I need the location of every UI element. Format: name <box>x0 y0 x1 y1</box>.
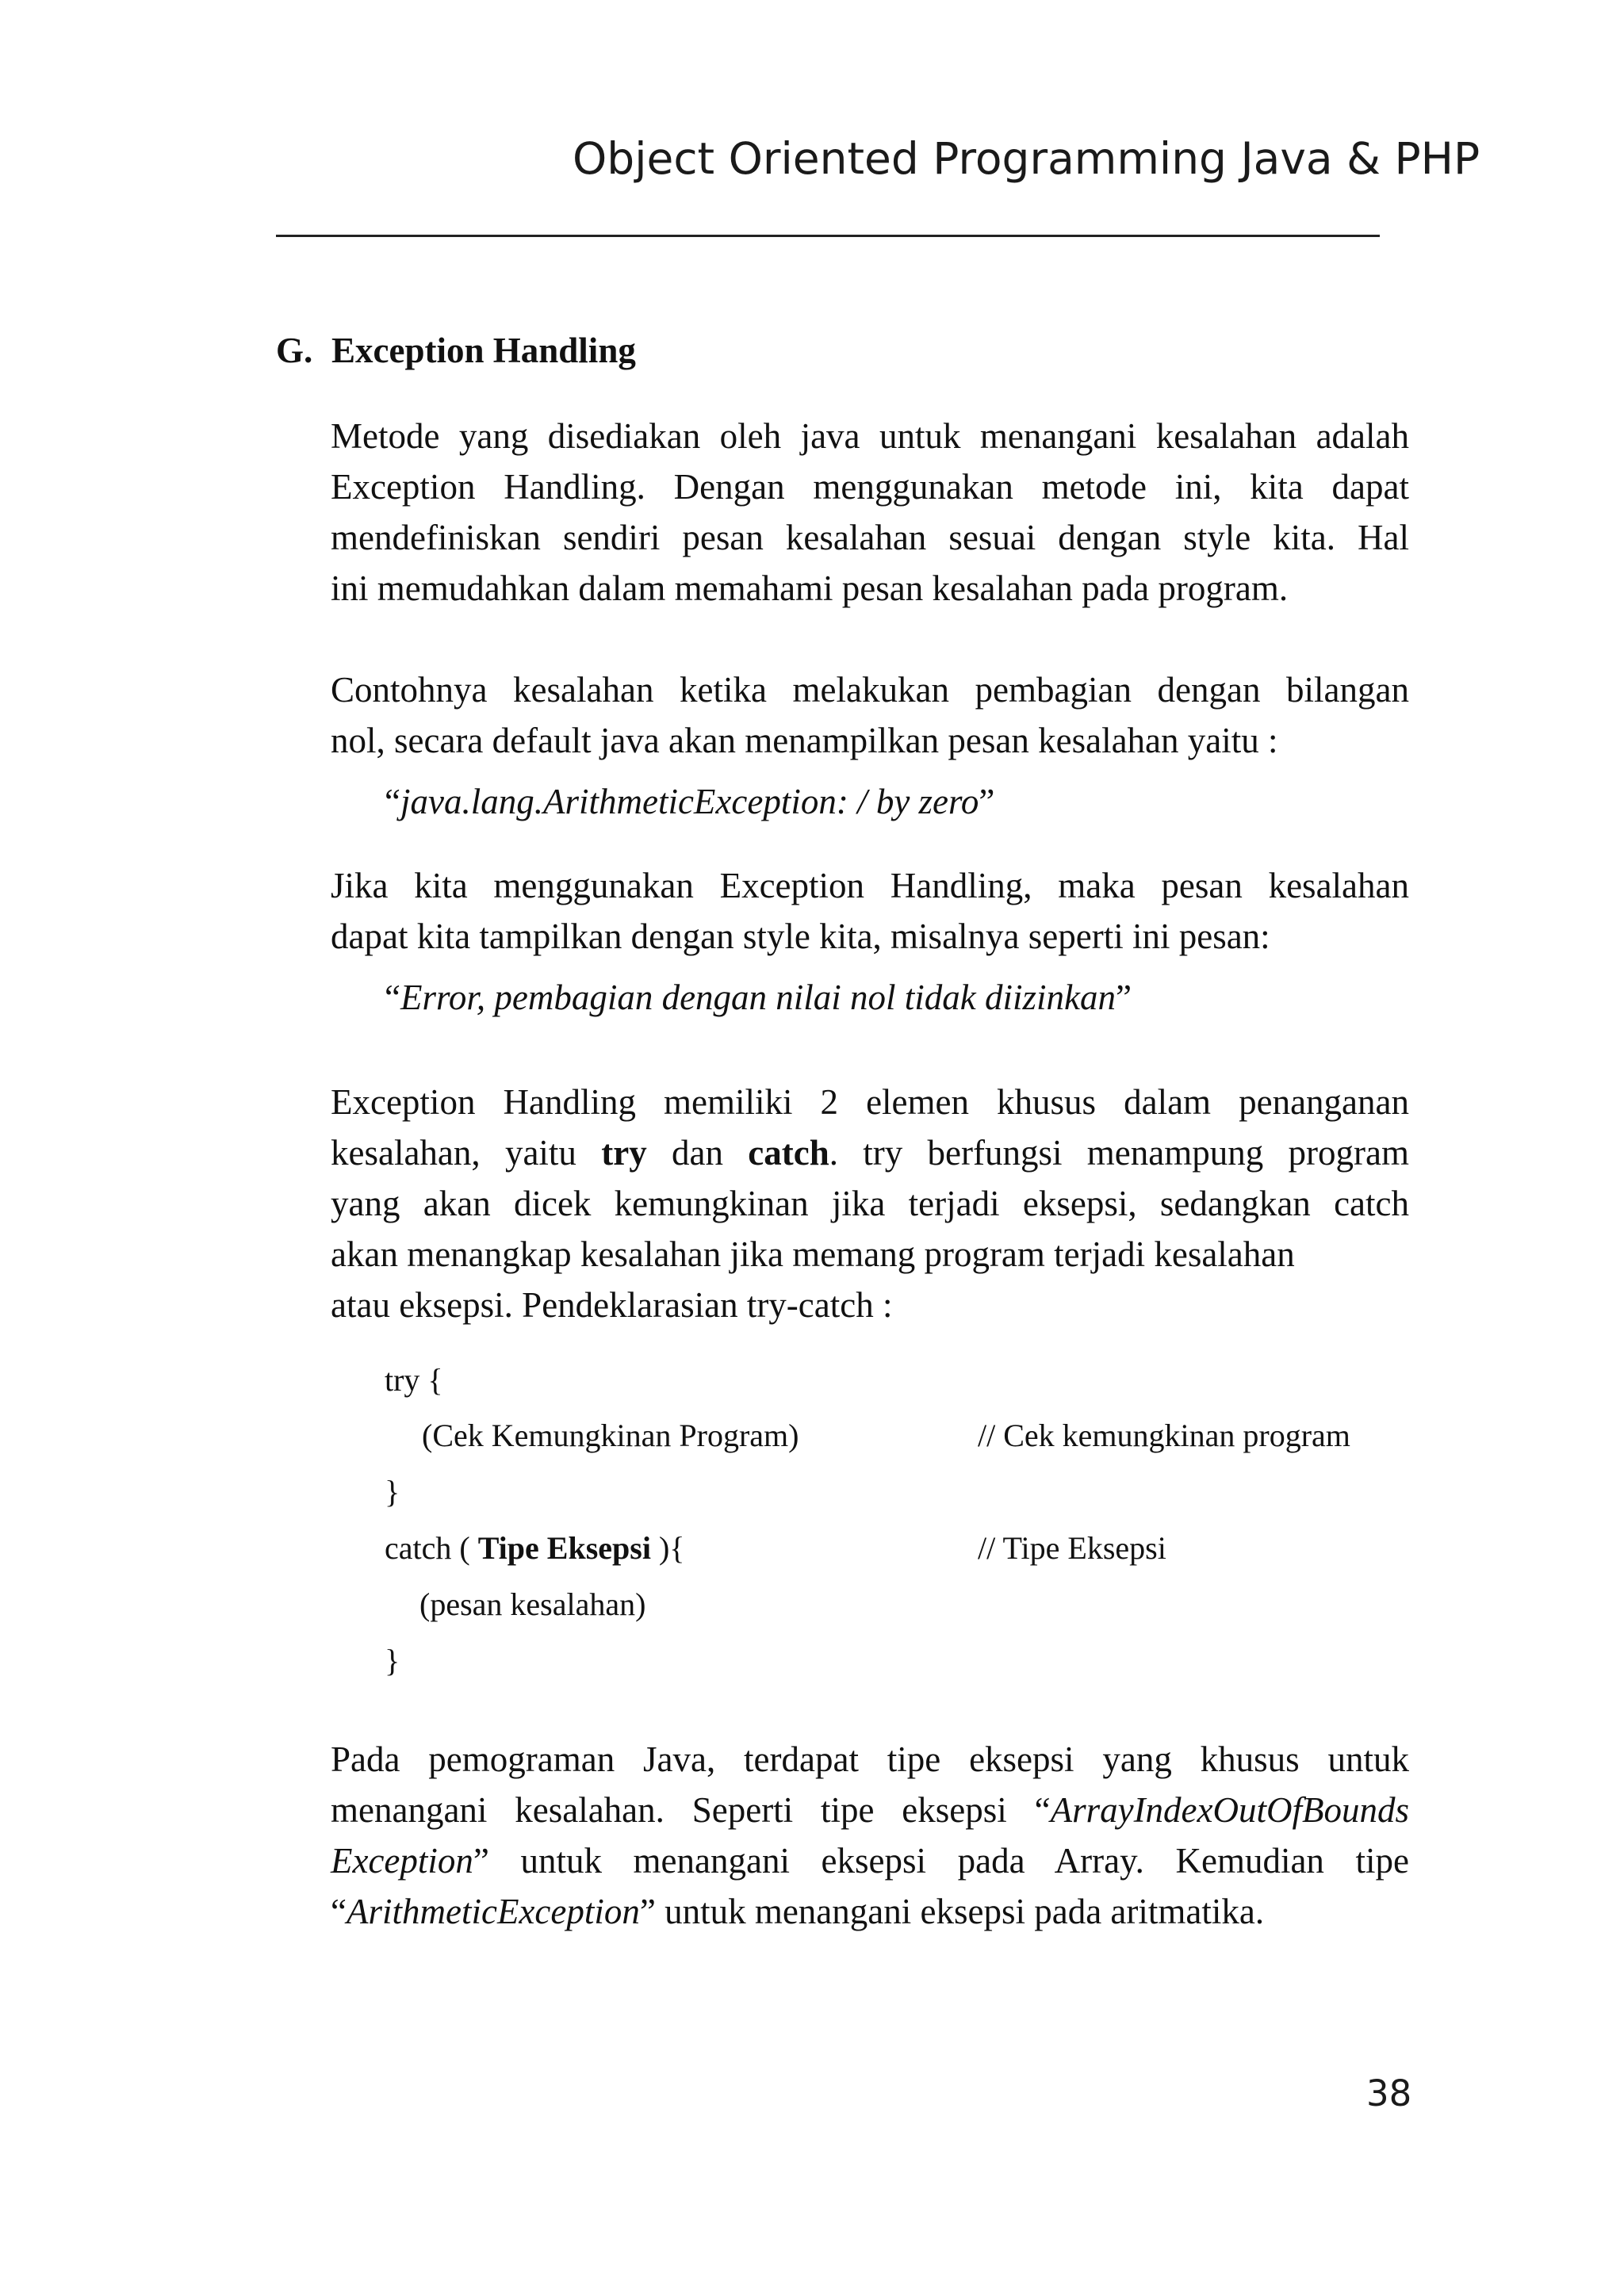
paragraph-custom <box>331 860 1409 962</box>
header-rule <box>276 235 1380 237</box>
code-catch-type: Tipe Eksepsi <box>477 1530 651 1566</box>
code-error-msg: (pesan kesalahan) <box>419 1586 646 1622</box>
paragraph-line <box>331 1886 1409 1937</box>
paragraph-line: nol, secara default java akan menampilkan pesan kesalahan yaitu : <box>331 721 1278 760</box>
paragraph-example <box>331 664 1409 766</box>
keyword-try: try <box>601 1133 647 1173</box>
quote-close: ” <box>979 782 995 821</box>
text-run: . try berfungsi menampung program <box>829 1133 1409 1173</box>
paragraph-line: atau eksepsi. Pendeklarasian try-catch : <box>331 1285 893 1325</box>
paragraph-line <box>331 1127 1409 1178</box>
paragraph-line: mendefiniskan sendiri pesan kesalahan sesuai dengan style kita. Hal <box>331 518 1409 557</box>
text-run: dan <box>646 1133 749 1173</box>
paragraph-line: ini memudahkan dalam memahami pesan kesalahan pada program. <box>331 568 1289 608</box>
paragraph-try-catch <box>331 1077 1409 1330</box>
section-title: Exception Handling <box>331 331 636 370</box>
paragraph-line: Jika kita menggunakan Exception Handling, maka pesan kesalahan <box>331 866 1409 905</box>
page-number: 38 <box>1366 2072 1412 2114</box>
section-letter: G. <box>276 331 313 370</box>
paragraph-exception-types <box>331 1734 1409 1937</box>
paragraph-line: Exception Handling. Dengan menggunakan metode ini, kita dapat <box>331 467 1409 507</box>
text-italic: Exception <box>331 1841 473 1881</box>
quote-open: “ <box>385 978 400 1017</box>
code-catch-prefix: catch ( <box>385 1530 478 1566</box>
keyword-catch: catch <box>748 1133 829 1173</box>
code-try-open: try { <box>385 1362 443 1398</box>
text-run: ” untuk menangani eksepsi pada Array. Kemudian tipe <box>473 1841 1409 1881</box>
quote-open: “ <box>385 782 400 821</box>
code-catch-suffix: ){ <box>650 1530 685 1566</box>
quote-custom-error <box>385 977 1132 1018</box>
running-header: Object Oriented Programming Java & PHP <box>573 133 1480 184</box>
paragraph-line: dapat kita tampilkan dengan style kita, misalnya seperti ini pesan: <box>331 916 1270 956</box>
paragraph-line: Contohnya kesalahan ketika melakukan pembagian dengan bilangan <box>331 670 1409 710</box>
code-check-program: (Cek Kemungkinan Program) <box>422 1418 799 1453</box>
code-comment-type: // Tipe Eksepsi <box>978 1530 1166 1566</box>
quote-text: java.lang.ArithmeticException: / by zero <box>400 782 979 821</box>
paragraph-line <box>331 1785 1409 1835</box>
paragraph-line: yang akan dicek kemungkinan jika terjadi eksepsi, sedangkan catch <box>331 1184 1409 1223</box>
code-comment-check: // Cek kemungkinan program <box>978 1418 1350 1453</box>
quote-default-error <box>385 781 994 822</box>
paragraph-line: Exception Handling memiliki 2 elemen khusus dalam penanganan <box>331 1082 1409 1122</box>
paragraph-line <box>331 1835 1409 1886</box>
paragraph-line: akan menangkap kesalahan jika memang program terjadi kesalahan <box>331 1234 1295 1274</box>
text-run: menangani kesalahan. Seperti tipe eksepsi “ <box>331 1790 1051 1830</box>
text-italic: ArrayIndexOutOfBounds <box>1050 1790 1409 1830</box>
quote-close: ” <box>1116 978 1132 1017</box>
paragraph-line: Metode yang disediakan oleh java untuk menangani kesalahan adalah <box>331 416 1409 456</box>
text-run: “ <box>331 1892 347 1931</box>
code-catch-line <box>385 1529 684 1567</box>
text-italic: ArithmeticException <box>346 1892 640 1931</box>
text-run: ” untuk menangani eksepsi pada aritmatika. <box>639 1892 1265 1931</box>
quote-text: Error, pembagian dengan nilai nol tidak diizinkan <box>400 978 1116 1017</box>
section-heading <box>276 330 636 371</box>
text-run: kesalahan, yaitu <box>331 1133 602 1173</box>
paragraph-line: Pada pemograman Java, terdapat tipe eksepsi yang khusus untuk <box>331 1739 1409 1779</box>
paragraph-intro <box>331 411 1409 614</box>
code-close-brace: } <box>385 1474 400 1510</box>
code-close-brace: } <box>385 1643 400 1678</box>
